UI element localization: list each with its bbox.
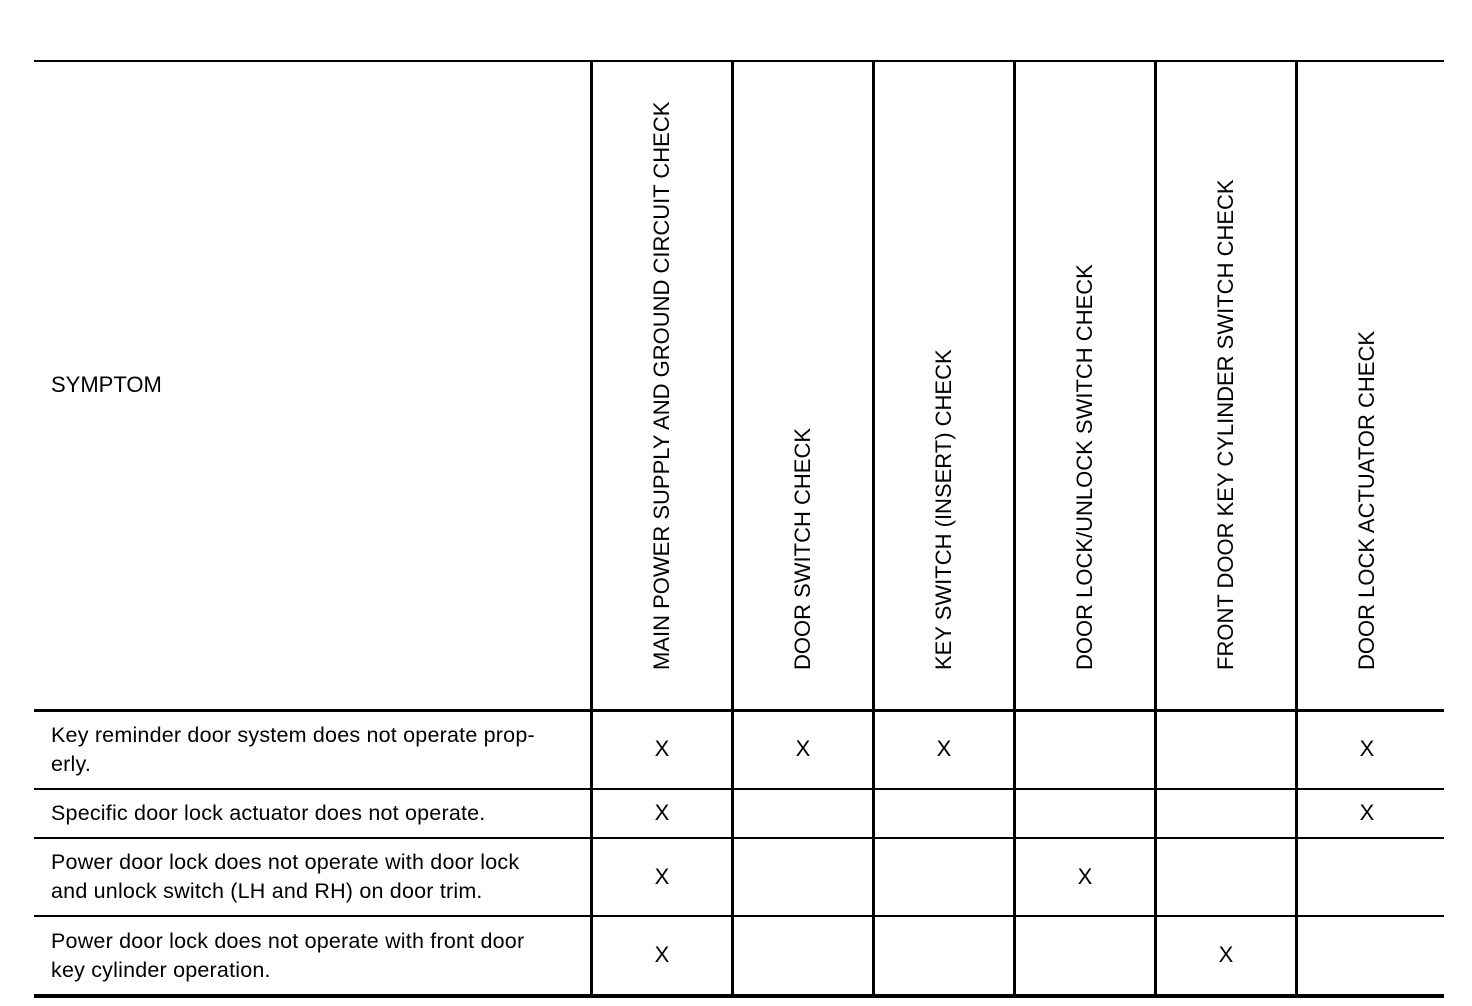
- check-mark: X: [1077, 864, 1093, 889]
- symptom-column-header: SYMPTOM: [51, 372, 162, 397]
- symptom-chart-table: [34, 60, 1444, 998]
- column-header-label: MAIN POWER SUPPLY AND GROUND CIRCUIT CHECK: [649, 101, 674, 670]
- symptom-text: Key reminder door system does not operate prop- erly.: [51, 723, 535, 776]
- column-header-key-switch: [875, 62, 1013, 710]
- column-header-label: DOOR LOCK/UNLOCK SWITCH CHECK: [1072, 264, 1097, 670]
- table-row-symptom: [51, 917, 581, 994]
- check-mark: X: [654, 864, 670, 889]
- column-header-key-cylinder-switch: [1157, 62, 1295, 710]
- table-bottom-rule: [34, 994, 1444, 998]
- check-mark: X: [654, 942, 670, 967]
- table-row-symptom: [51, 839, 581, 915]
- column-header-label: KEY SWITCH (INSERT) CHECK: [931, 349, 956, 670]
- table-row-symptom: [51, 712, 581, 788]
- check-mark: X: [1359, 736, 1375, 761]
- symptom-text: Power door lock does not operate with door lock and unlock switch (LH and RH) on door trim.: [51, 850, 520, 903]
- table-row-symptom: [51, 790, 581, 837]
- column-header-main-power-supply: [593, 62, 731, 710]
- check-mark: X: [654, 736, 670, 761]
- column-header-label: FRONT DOOR KEY CYLINDER SWITCH CHECK: [1213, 179, 1238, 670]
- check-mark: X: [1218, 942, 1234, 967]
- column-header-label: DOOR LOCK ACTUATOR CHECK: [1354, 330, 1379, 670]
- check-mark: X: [936, 736, 952, 761]
- check-mark: X: [1359, 800, 1375, 825]
- column-header-label: DOOR SWITCH CHECK: [790, 428, 815, 670]
- symptom-text: Power door lock does not operate with front door key cylinder operation.: [51, 928, 525, 982]
- column-header-door-lock-unlock-switch: [1016, 62, 1154, 710]
- column-header-door-switch: [734, 62, 872, 710]
- column-header-door-lock-actuator: [1298, 62, 1436, 710]
- symptom-text: Specific door lock actuator does not operate.: [51, 801, 486, 825]
- check-mark: X: [795, 736, 811, 761]
- check-mark: X: [654, 800, 670, 825]
